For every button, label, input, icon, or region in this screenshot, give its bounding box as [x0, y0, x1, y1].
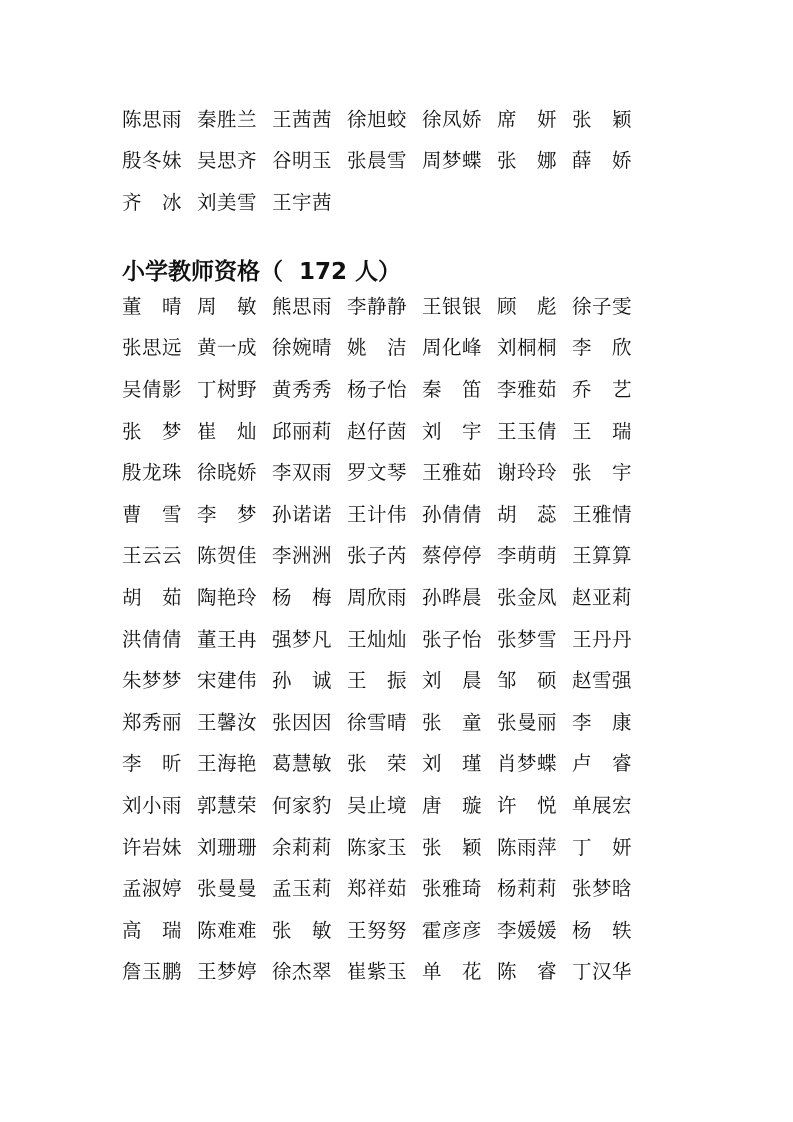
name-entry: 葛慧敏: [272, 752, 333, 776]
name-entry: 詹玉鹏: [122, 960, 183, 984]
name-entry: 陈家玉: [347, 835, 408, 859]
name-entry: 邱丽莉: [272, 419, 333, 443]
name-entry: 席 妍: [497, 107, 558, 131]
name-entry: 王海艳: [197, 752, 258, 776]
name-entry: 何家豹: [272, 793, 333, 817]
name-entry: 张晨雪: [347, 149, 408, 173]
name-entry: 刘 宇: [422, 419, 483, 443]
name-entry: 徐杰翠: [272, 960, 333, 984]
name-entry: 孙倩倩: [422, 502, 483, 526]
name-entry: 张梦雪: [497, 627, 558, 651]
name-entry: 胡 蕊: [497, 502, 558, 526]
name-entry: 李 梦: [197, 502, 258, 526]
name-entry: 李 欣: [572, 336, 633, 360]
name-entry: 徐雪晴: [347, 710, 408, 734]
name-row: [122, 783, 647, 825]
name-entry: 洪倩倩: [122, 627, 183, 651]
name-row: [122, 575, 647, 617]
name-entry: 王计伟: [347, 502, 408, 526]
name-entry: 谷明玉: [272, 149, 333, 173]
name-entry: 崔 灿: [197, 419, 258, 443]
name-entry: 张思远: [122, 336, 183, 360]
name-entry: 郑祥茹: [347, 877, 408, 901]
name-row: [122, 908, 647, 950]
name-entry: 王 瑞: [572, 419, 633, 443]
name-entry: 刘美雪: [197, 190, 258, 214]
name-entry: 刘 瑾: [422, 752, 483, 776]
name-entry: 许 悦: [497, 793, 558, 817]
name-entry: 罗文琴: [347, 461, 408, 485]
name-entry: 郭慧荣: [197, 793, 258, 817]
name-entry: 陈 睿: [497, 960, 558, 984]
name-entry: 秦 笛: [422, 377, 483, 401]
name-entry: 王馨汝: [197, 710, 258, 734]
name-entry: 杨莉莉: [497, 877, 558, 901]
name-entry: 刘桐桐: [497, 336, 558, 360]
name-entry: 王茜茜: [272, 107, 333, 131]
name-entry: 杨 轶: [572, 918, 633, 942]
name-entry: 刘小雨: [122, 793, 183, 817]
section-heading: 小学教师资格（ 172 人）: [122, 259, 402, 285]
name-entry: 余莉莉: [272, 835, 333, 859]
name-entry: 蔡停停: [422, 544, 483, 568]
name-entry: 肖梦蝶: [497, 752, 558, 776]
name-entry: 秦胜兰: [197, 107, 258, 131]
name-entry: 李 昕: [122, 752, 183, 776]
name-entry: 郑秀丽: [122, 710, 183, 734]
name-entry: 孙晔晨: [422, 585, 483, 609]
name-entry: 孙 诚: [272, 669, 333, 693]
name-row: [122, 97, 647, 139]
name-entry: 丁汉华: [572, 960, 633, 984]
name-entry: 卢 睿: [572, 752, 633, 776]
name-entry: 张因因: [272, 710, 333, 734]
name-entry: 张 荣: [347, 752, 408, 776]
name-entry: 杨子怡: [347, 377, 408, 401]
name-row: [122, 180, 647, 222]
name-row: [122, 326, 647, 368]
name-row: [122, 367, 647, 409]
name-row: [122, 139, 647, 181]
name-entry: 李媛媛: [497, 918, 558, 942]
name-entry: 殷龙珠: [122, 461, 183, 485]
name-entry: 徐婉晴: [272, 336, 333, 360]
name-list-continued: [122, 97, 647, 222]
name-entry: 赵仔茵: [347, 419, 408, 443]
name-entry: 李雅茹: [497, 377, 558, 401]
name-entry: 邹 硕: [497, 669, 558, 693]
name-row: [122, 825, 647, 867]
name-entry: 王宇茜: [272, 190, 333, 214]
name-entry: 李静静: [347, 294, 408, 318]
name-row: [122, 450, 647, 492]
name-entry: 徐子雯: [572, 294, 633, 318]
name-entry: 殷冬妹: [122, 149, 183, 173]
name-entry: 周欣雨: [347, 585, 408, 609]
name-entry: 陈思雨: [122, 107, 183, 131]
name-entry: 周 敏: [197, 294, 258, 318]
name-row: [122, 534, 647, 576]
name-entry: 王 振: [347, 669, 408, 693]
name-entry: 周梦蝶: [422, 149, 483, 173]
name-row: [122, 284, 647, 326]
name-row: [122, 950, 647, 992]
name-row: [122, 866, 647, 908]
name-entry: 董王冉: [197, 627, 258, 651]
name-entry: 王玉倩: [497, 419, 558, 443]
name-entry: 张 颖: [572, 107, 633, 131]
name-entry: 孟玉莉: [272, 877, 333, 901]
name-entry: 丁树野: [197, 377, 258, 401]
name-row: [122, 409, 647, 451]
name-entry: 单展宏: [572, 793, 633, 817]
name-entry: 李洲洲: [272, 544, 333, 568]
name-entry: 宋建伟: [197, 669, 258, 693]
name-entry: 王算算: [572, 544, 633, 568]
name-entry: 张 童: [422, 710, 483, 734]
name-entry: 王雅情: [572, 502, 633, 526]
name-entry: 王丹丹: [572, 627, 633, 651]
name-entry: 黄秀秀: [272, 377, 333, 401]
name-entry: 熊思雨: [272, 294, 333, 318]
name-entry: 张梦晗: [572, 877, 633, 901]
name-entry: 李 康: [572, 710, 633, 734]
name-entry: 吴倩影: [122, 377, 183, 401]
name-entry: 姚 洁: [347, 336, 408, 360]
name-entry: 顾 彪: [497, 294, 558, 318]
name-entry: 刘 晨: [422, 669, 483, 693]
name-entry: 张金凤: [497, 585, 558, 609]
name-entry: 王灿灿: [347, 627, 408, 651]
name-entry: 谢玲玲: [497, 461, 558, 485]
name-entry: 徐晓娇: [197, 461, 258, 485]
name-entry: 杨 梅: [272, 585, 333, 609]
name-entry: 陈贺佳: [197, 544, 258, 568]
name-entry: 张 娜: [497, 149, 558, 173]
name-entry: 曹 雪: [122, 502, 183, 526]
name-row: [122, 492, 647, 534]
name-entry: 张 宇: [572, 461, 633, 485]
name-entry: 徐凤娇: [422, 107, 483, 131]
name-entry: 赵雪强: [572, 669, 633, 693]
name-list-primary-teacher: [122, 284, 647, 991]
name-entry: 周化峰: [422, 336, 483, 360]
name-entry: 王银银: [422, 294, 483, 318]
name-entry: 王梦婷: [197, 960, 258, 984]
name-entry: 孟淑婷: [122, 877, 183, 901]
name-entry: 崔紫玉: [347, 960, 408, 984]
name-entry: 齐 冰: [122, 190, 183, 214]
name-row: [122, 742, 647, 784]
name-entry: 高 瑞: [122, 918, 183, 942]
name-entry: 张雅琦: [422, 877, 483, 901]
name-entry: 刘珊珊: [197, 835, 258, 859]
name-entry: 霍彦彦: [422, 918, 483, 942]
name-row: [122, 700, 647, 742]
name-row: [122, 617, 647, 659]
name-entry: 孙诺诺: [272, 502, 333, 526]
name-entry: 丁 妍: [572, 835, 633, 859]
name-entry: 乔 艺: [572, 377, 633, 401]
name-entry: 张子怡: [422, 627, 483, 651]
name-entry: 唐 璇: [422, 793, 483, 817]
name-entry: 胡 茹: [122, 585, 183, 609]
name-entry: 陈难难: [197, 918, 258, 942]
name-entry: 董 晴: [122, 294, 183, 318]
name-entry: 张 颖: [422, 835, 483, 859]
name-entry: 王雅茹: [422, 461, 483, 485]
name-entry: 朱梦梦: [122, 669, 183, 693]
name-entry: 黄一成: [197, 336, 258, 360]
name-entry: 张 梦: [122, 419, 183, 443]
name-entry: 吴止境: [347, 793, 408, 817]
name-entry: 强梦凡: [272, 627, 333, 651]
name-entry: 单 花: [422, 960, 483, 984]
name-entry: 张曼丽: [497, 710, 558, 734]
name-entry: 王云云: [122, 544, 183, 568]
name-entry: 吴思齐: [197, 149, 258, 173]
name-entry: 李双雨: [272, 461, 333, 485]
name-entry: 张子芮: [347, 544, 408, 568]
name-row: [122, 658, 647, 700]
name-entry: 张曼曼: [197, 877, 258, 901]
name-entry: 薛 娇: [572, 149, 633, 173]
name-entry: 王努努: [347, 918, 408, 942]
name-entry: 陶艳玲: [197, 585, 258, 609]
name-entry: 赵亚莉: [572, 585, 633, 609]
name-entry: 张 敏: [272, 918, 333, 942]
name-entry: 李萌萌: [497, 544, 558, 568]
name-entry: 陈雨萍: [497, 835, 558, 859]
name-entry: 徐旭蛟: [347, 107, 408, 131]
name-entry: 许岩妹: [122, 835, 183, 859]
